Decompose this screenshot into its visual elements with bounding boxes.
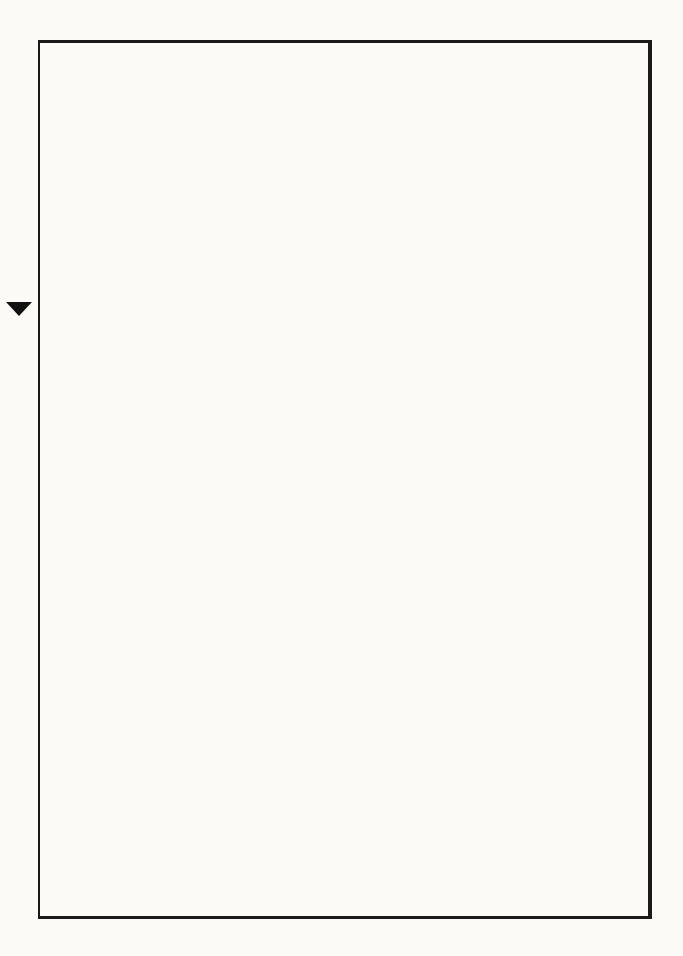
bottom-border [38, 916, 650, 919]
left-margin-border [38, 40, 40, 919]
top-border [38, 40, 650, 43]
fish-tail-mark-icon [4, 300, 34, 318]
right-border [648, 40, 652, 919]
